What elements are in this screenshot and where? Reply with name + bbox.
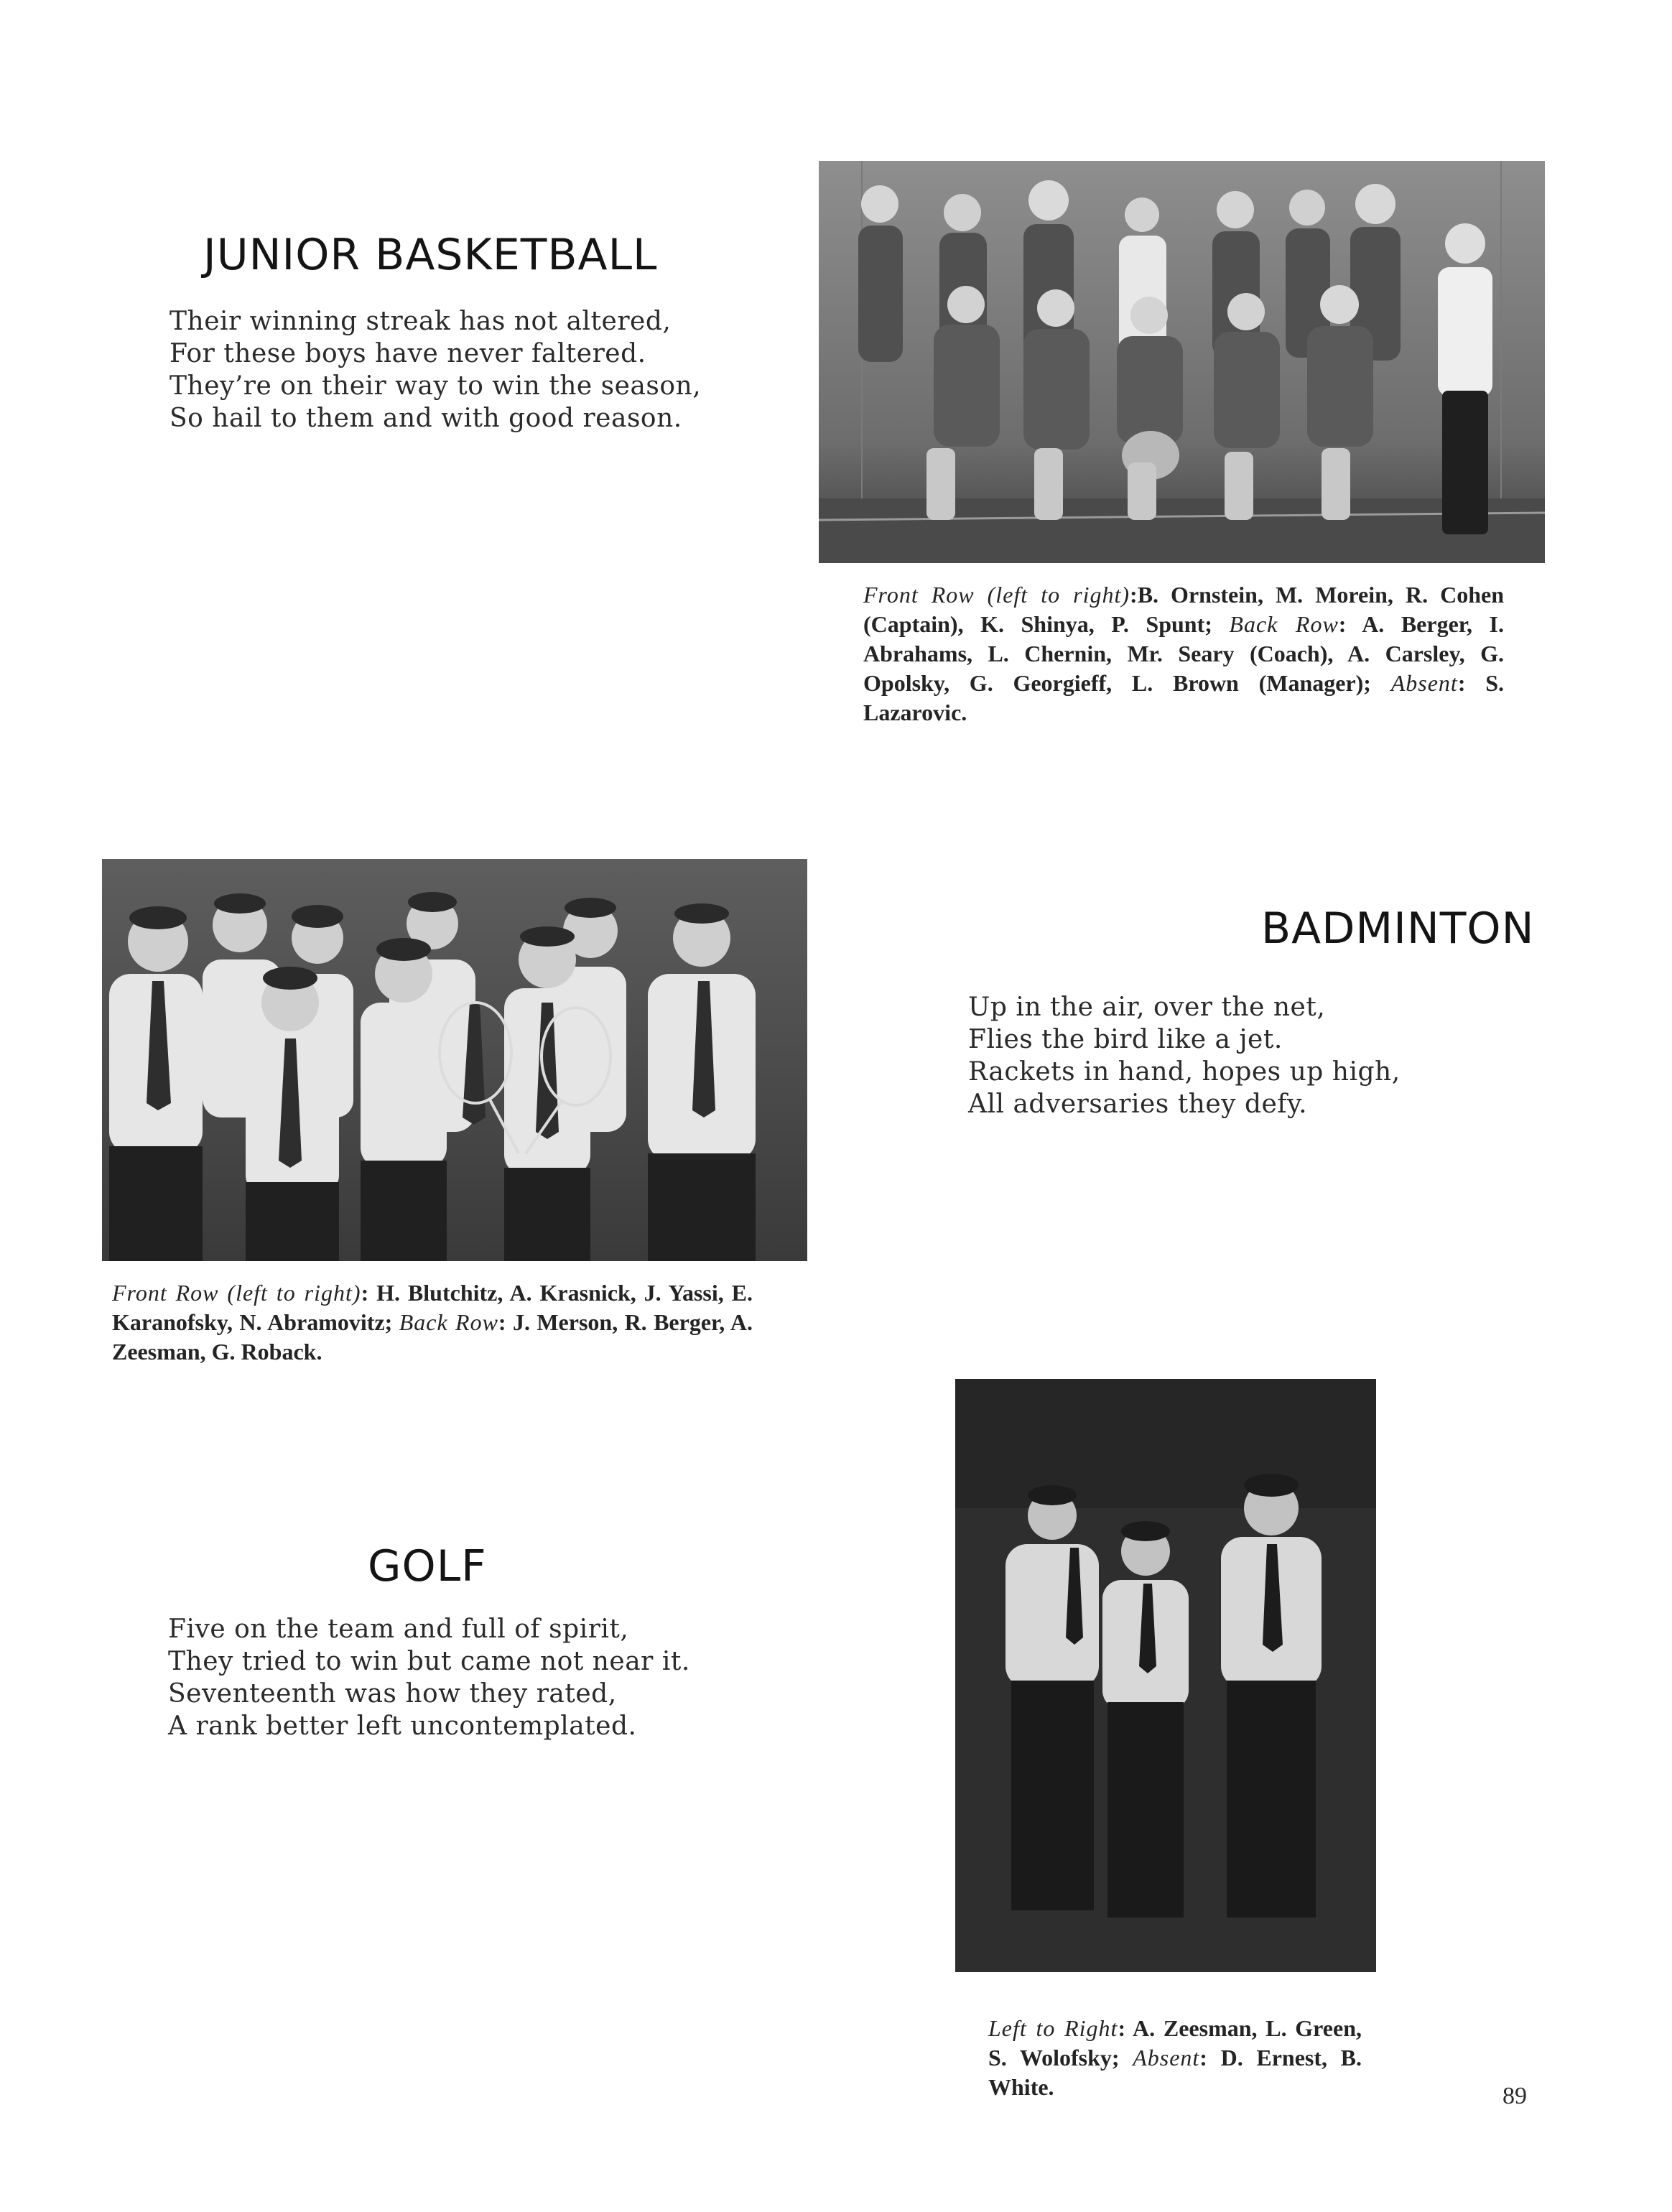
golf-caption <box>988 2014 1362 2102</box>
badminton-team-photo <box>102 859 807 1261</box>
verse-line: They’re on their way to win the season, <box>169 371 702 401</box>
caption-names: : A. Zeesman, L. Green, S. Wolofsky; <box>988 2015 1362 2071</box>
golf-verse <box>168 1613 690 1742</box>
caption-names: : S. Lazarovic. <box>863 670 1505 725</box>
verse-line: All adversaries they defy. <box>968 1089 1308 1119</box>
junior-basketball-title: JUNIOR BASKETBALL <box>203 230 658 280</box>
junior-basketball-caption <box>863 580 1504 728</box>
verse-line: Their winning streak has not altered, <box>169 307 672 336</box>
verse-line: Rackets in hand, hopes up high, <box>968 1057 1401 1087</box>
verse-line: They tried to win but came not near it. <box>168 1647 690 1676</box>
caption-label: Front Row (left to right) <box>112 1280 361 1306</box>
verse-line: Five on the team and full of spirit, <box>168 1614 629 1644</box>
caption-names: : D. Ernest, B. White. <box>988 2045 1362 2100</box>
badminton-verse <box>968 991 1401 1120</box>
golf-team-photo <box>955 1379 1376 1972</box>
caption-label: Back Row <box>1229 611 1339 637</box>
page-number: 89 <box>1503 2083 1527 2109</box>
verse-line: Up in the air, over the net, <box>968 993 1326 1022</box>
verse-line: For these boys have never faltered. <box>169 339 646 368</box>
badminton-caption <box>112 1278 753 1367</box>
junior-basketball-verse <box>169 305 701 434</box>
caption-label: Back Row <box>399 1309 498 1335</box>
caption-label: Absent <box>1390 670 1458 696</box>
caption-label: Left to Right <box>988 2015 1118 2041</box>
caption-names: : J. Merson, R. Berger, A. Zeesman, G. Roback. <box>112 1309 753 1365</box>
badminton-title: BADMINTON <box>1261 903 1535 954</box>
golf-title: GOLF <box>368 1541 487 1591</box>
caption-names: : A. Berger, I. Abrahams, L. Chernin, Mr. Seary (Coach), A. Carsley, G. Opolsky, G. Georgieff, L. Brown (Manager); <box>863 611 1504 696</box>
verse-line: So hail to them and with good reason. <box>169 404 682 433</box>
verse-line: Flies the bird like a jet. <box>968 1025 1283 1054</box>
verse-line: A rank better left uncontemplated. <box>168 1711 637 1741</box>
verse-line: Seventeenth was how they rated, <box>168 1679 617 1709</box>
caption-names: :B. Ornstein, M. Morein, R. Cohen (Captain), K. Shinya, P. Spunt; <box>863 582 1505 637</box>
junior-basketball-team-photo <box>819 161 1545 563</box>
caption-label: Absent <box>1133 2045 1200 2071</box>
caption-label: Front Row (left to right) <box>863 582 1130 608</box>
caption-names: : H. Blutchitz, A. Krasnick, J. Yassi, E. Karanofsky, N. Abramovitz; <box>112 1280 753 1335</box>
